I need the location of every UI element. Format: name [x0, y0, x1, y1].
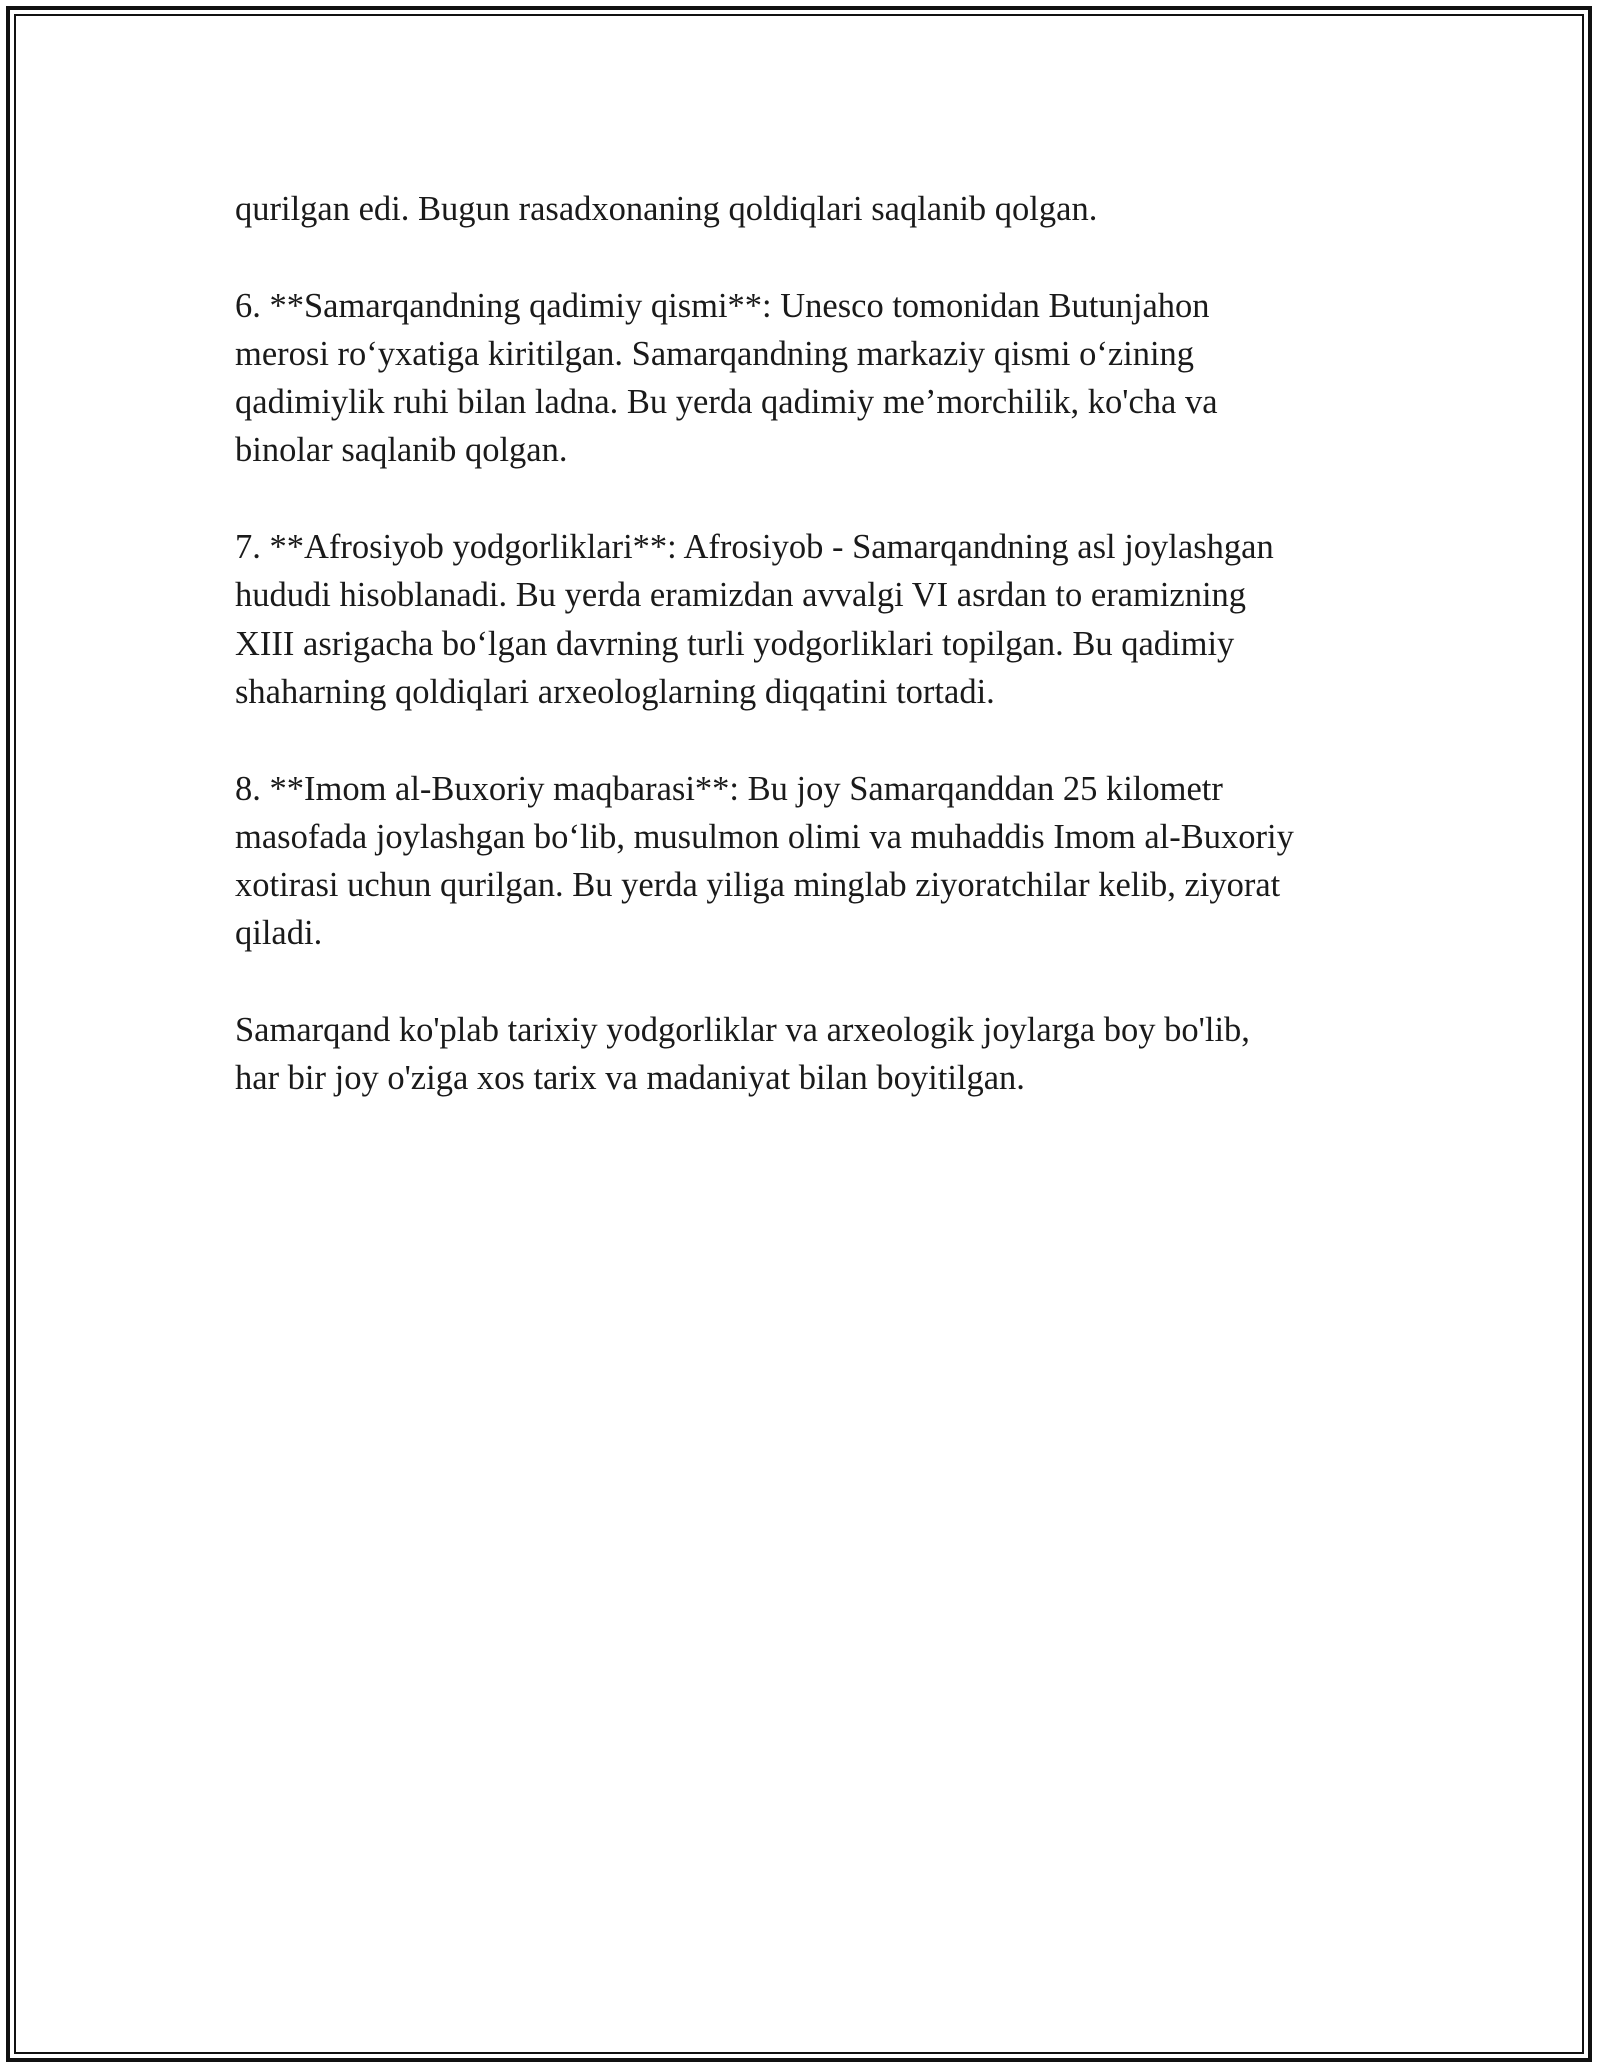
paragraph-old-samarkand: 6. **Samarqandning qadimiy qismi**: Unesco tomonidan Butunjahon merosi ro‘yxatiga kiritilgan. Samarqandning markaziy qismi o‘zining qadimiylik ruhi bilan ladna. Bu yerda qadimiy me’morchilik, ko'cha va binolar saqlanib qolgan.: [235, 286, 1218, 470]
document-body: [235, 185, 1385, 1151]
paragraph-conclusion: Samarqand ko'plab tarixiy yodgorliklar va arxeologik joylarga boy bo'lib, har bir joy o'ziga xos tarix va madaniyat bilan boyitilgan.: [235, 1011, 1250, 1098]
paragraph-observatory-end: qurilgan edi. Bugun rasadxonaning qoldiqlari saqlanib qolgan.: [235, 190, 1098, 228]
paragraph-afrosiyob: 7. **Afrosiyob yodgorliklari**: Afrosiyob - Samarqandning asl joylashgan hududi hisoblanadi. Bu yerda eramizdan avvalgi VI asrdan to eramizning XIII asrigacha bo‘lgan davrning turli yodgorliklari topilgan. Bu qadimiy shaharning qoldiqlari arxeologlarning diqqatini tortadi.: [235, 528, 1274, 711]
paragraph-imam-bukhari: 8. **Imom al-Buxoriy maqbarasi**: Bu joy Samarqanddan 25 kilometr masofada joylashgan bo‘lib, musulmon olimi va muhaddis Imom al-Buxoriy xotirasi uchun qurilgan. Bu yerda yiliga minglab ziyoratchilar kelib, ziyorat qiladi.: [235, 769, 1294, 953]
